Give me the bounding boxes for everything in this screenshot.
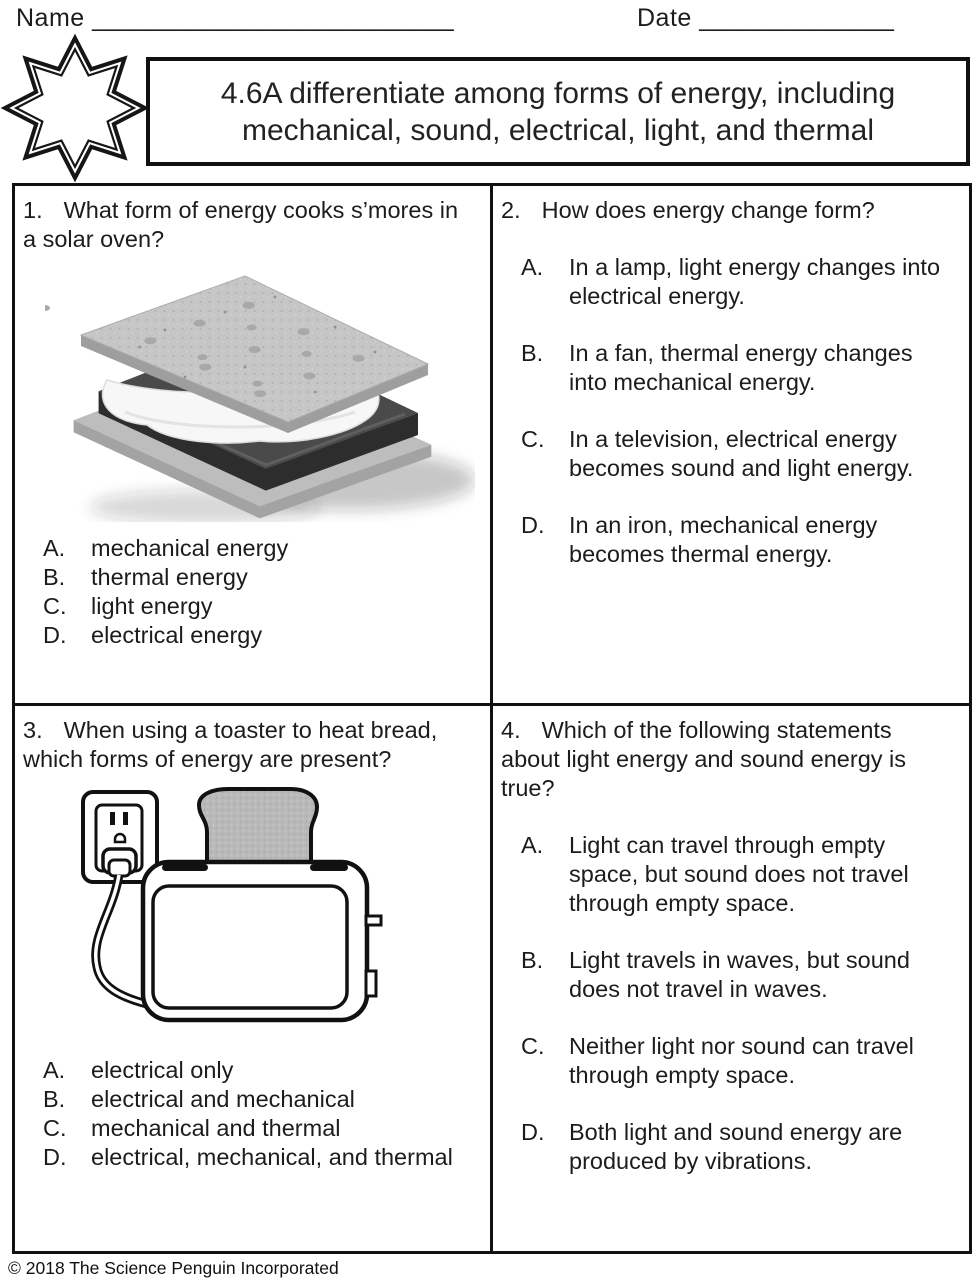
choice-letter: B. (521, 340, 544, 366)
choice-text: thermal energy (91, 564, 248, 590)
smore-photo (45, 272, 475, 522)
choice-letter: B. (521, 947, 544, 973)
choice-text: Neither light nor sound can travel through empty space. (569, 1033, 914, 1088)
name-field-row (16, 4, 454, 33)
question-1-choices (43, 534, 476, 650)
questions-table (12, 183, 972, 1254)
question-2-text: How does energy change form? (541, 197, 875, 223)
choice-text: In a television, electrical energy becomes sound and light energy. (569, 426, 914, 481)
choice-letter: C. (43, 593, 67, 619)
question-1-number: 1. (23, 197, 43, 223)
choice-text: electrical, mechanical, and thermal (91, 1144, 453, 1170)
choice-letter: C. (521, 426, 545, 452)
choice-row (43, 592, 476, 621)
choice-row (43, 621, 476, 650)
question-3-text: When using a toaster to heat bread, which forms of energy are present? (23, 717, 438, 772)
choice-text: Light can travel through empty space, but sound does not travel through empty space. (569, 832, 909, 916)
date-label: Date (637, 4, 692, 32)
choice-row (43, 1056, 476, 1085)
choice-letter: D. (43, 1144, 67, 1170)
choice-letter: A. (521, 832, 544, 858)
choice-letter: D. (521, 1119, 545, 1145)
choice-text: In a lamp, light energy changes into electrical energy. (569, 254, 941, 309)
choice-letter: A. (521, 254, 544, 280)
choice-row (43, 563, 476, 592)
question-3-number: 3. (23, 717, 43, 743)
choice-row (521, 425, 955, 483)
choice-letter: D. (43, 622, 67, 648)
choice-text: mechanical and thermal (91, 1115, 341, 1141)
choice-row (43, 1085, 476, 1114)
choice-row (521, 1118, 955, 1176)
choice-text: In a fan, thermal energy changes into mechanical energy. (569, 340, 913, 395)
choice-row (43, 1143, 476, 1172)
name-label: Name (16, 4, 85, 32)
choice-row (521, 831, 955, 918)
copyright-text: © 2018 The Science Penguin Incorporated (8, 1258, 339, 1278)
title-line-1: 4.6A differentiate among forms of energy, including (220, 76, 896, 110)
choice-row (521, 511, 955, 569)
choice-text: electrical only (91, 1057, 234, 1083)
question-3-choices (43, 1056, 476, 1172)
question-4-number: 4. (501, 717, 521, 743)
date-blank-line: ______________ (699, 4, 894, 32)
question-2-number: 2. (501, 197, 521, 223)
question-4-cell (493, 706, 969, 1251)
choice-row (521, 1032, 955, 1090)
name-blank-line: __________________________ (92, 4, 454, 32)
standard-title-box (146, 57, 970, 166)
question-2 (501, 196, 955, 225)
question-2-choices (521, 253, 955, 569)
choice-row (43, 1114, 476, 1143)
eight-point-star-icon (0, 33, 150, 183)
choice-row (521, 339, 955, 397)
choice-letter: B. (43, 564, 66, 590)
choice-letter: A. (43, 535, 66, 561)
question-3 (23, 716, 476, 774)
choice-letter: A. (43, 1057, 66, 1083)
question-4 (501, 716, 955, 803)
choice-letter: D. (521, 512, 545, 538)
choice-letter: C. (521, 1033, 545, 1059)
choice-text: Light travels in waves, but sound does not travel in waves. (569, 947, 910, 1002)
question-1 (23, 196, 476, 254)
choice-text: electrical energy (91, 622, 263, 648)
choice-text: Both light and sound energy are produced by vibrations. (569, 1119, 903, 1174)
toaster-line-art (75, 784, 445, 1024)
question-3-cell (15, 706, 493, 1251)
choice-letter: C. (43, 1115, 67, 1141)
question-4-text: Which of the following statements about light energy and sound energy is true? (501, 717, 907, 801)
choice-text: electrical and mechanical (91, 1086, 355, 1112)
question-1-text: What form of energy cooks s’mores in a solar oven? (23, 197, 459, 252)
choice-text: In an iron, mechanical energy becomes thermal energy. (569, 512, 878, 567)
choice-letter: B. (43, 1086, 66, 1112)
title-line-2: mechanical, sound, electrical, light, and thermal (242, 113, 874, 147)
question-2-cell (493, 186, 969, 706)
choice-row (521, 253, 955, 311)
question-1-cell (15, 186, 493, 706)
choice-row (521, 946, 955, 1004)
choice-text: mechanical energy (91, 535, 289, 561)
choice-text: light energy (91, 593, 213, 619)
choice-row (43, 534, 476, 563)
question-4-choices (521, 831, 955, 1176)
date-field-row (637, 4, 894, 33)
